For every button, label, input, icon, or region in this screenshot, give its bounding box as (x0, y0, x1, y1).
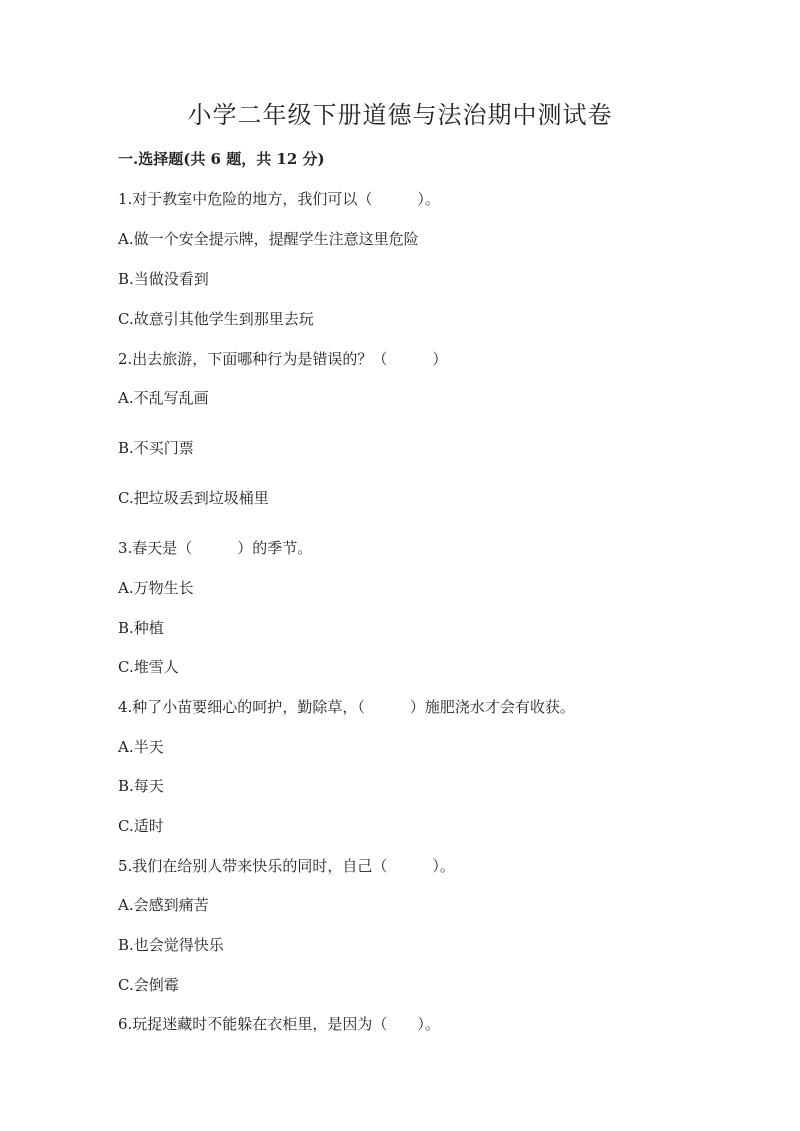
question-2-option-a: A.不乱写乱画 (118, 389, 209, 407)
question-3-option-b: B.种植 (118, 619, 164, 637)
page-title: 小学二年级下册道德与法治期中测试卷 (187, 101, 613, 129)
question-5-option-c: C.会倒霉 (118, 976, 179, 994)
question-4-stem: 4.种了小苗要细心的呵护，勤除草，（ ）施肥浇水才会有收获。 (118, 698, 575, 716)
question-3-option-c: C.堆雪人 (118, 658, 179, 676)
question-4-option-a: A.半天 (118, 738, 164, 756)
question-3-option-a: A.万物生长 (118, 579, 194, 597)
question-4-option-b: B.每天 (118, 777, 164, 795)
question-1-option-b: B.当做没看到 (118, 270, 209, 288)
question-2-option-b: B.不买门票 (118, 439, 194, 457)
question-5-option-b: B.也会觉得快乐 (118, 936, 224, 954)
question-1-option-a: A.做一个安全提示牌，提醒学生注意这里危险 (118, 230, 419, 248)
question-1-stem: 1.对于教室中危险的地方，我们可以（ ）。 (118, 190, 440, 208)
question-6-stem: 6.玩捉迷藏时不能躲在衣柜里，是因为（ ）。 (118, 1015, 440, 1033)
question-3-stem: 3.春天是（ ）的季节。 (118, 539, 313, 557)
question-5-stem: 5.我们在给别人带来快乐的同时，自己（ ）。 (118, 857, 455, 875)
question-1-option-c: C.故意引其他学生到那里去玩 (118, 310, 314, 328)
question-5-option-a: A.会感到痛苦 (118, 896, 209, 914)
section-heading: 一.选择题(共 6 题，共 12 分) (118, 150, 325, 168)
question-2-stem: 2.出去旅游，下面哪种行为是错误的？（ ） (118, 350, 448, 368)
question-4-option-c: C.适时 (118, 817, 164, 835)
question-2-option-c: C.把垃圾丢到垃圾桶里 (118, 489, 269, 507)
